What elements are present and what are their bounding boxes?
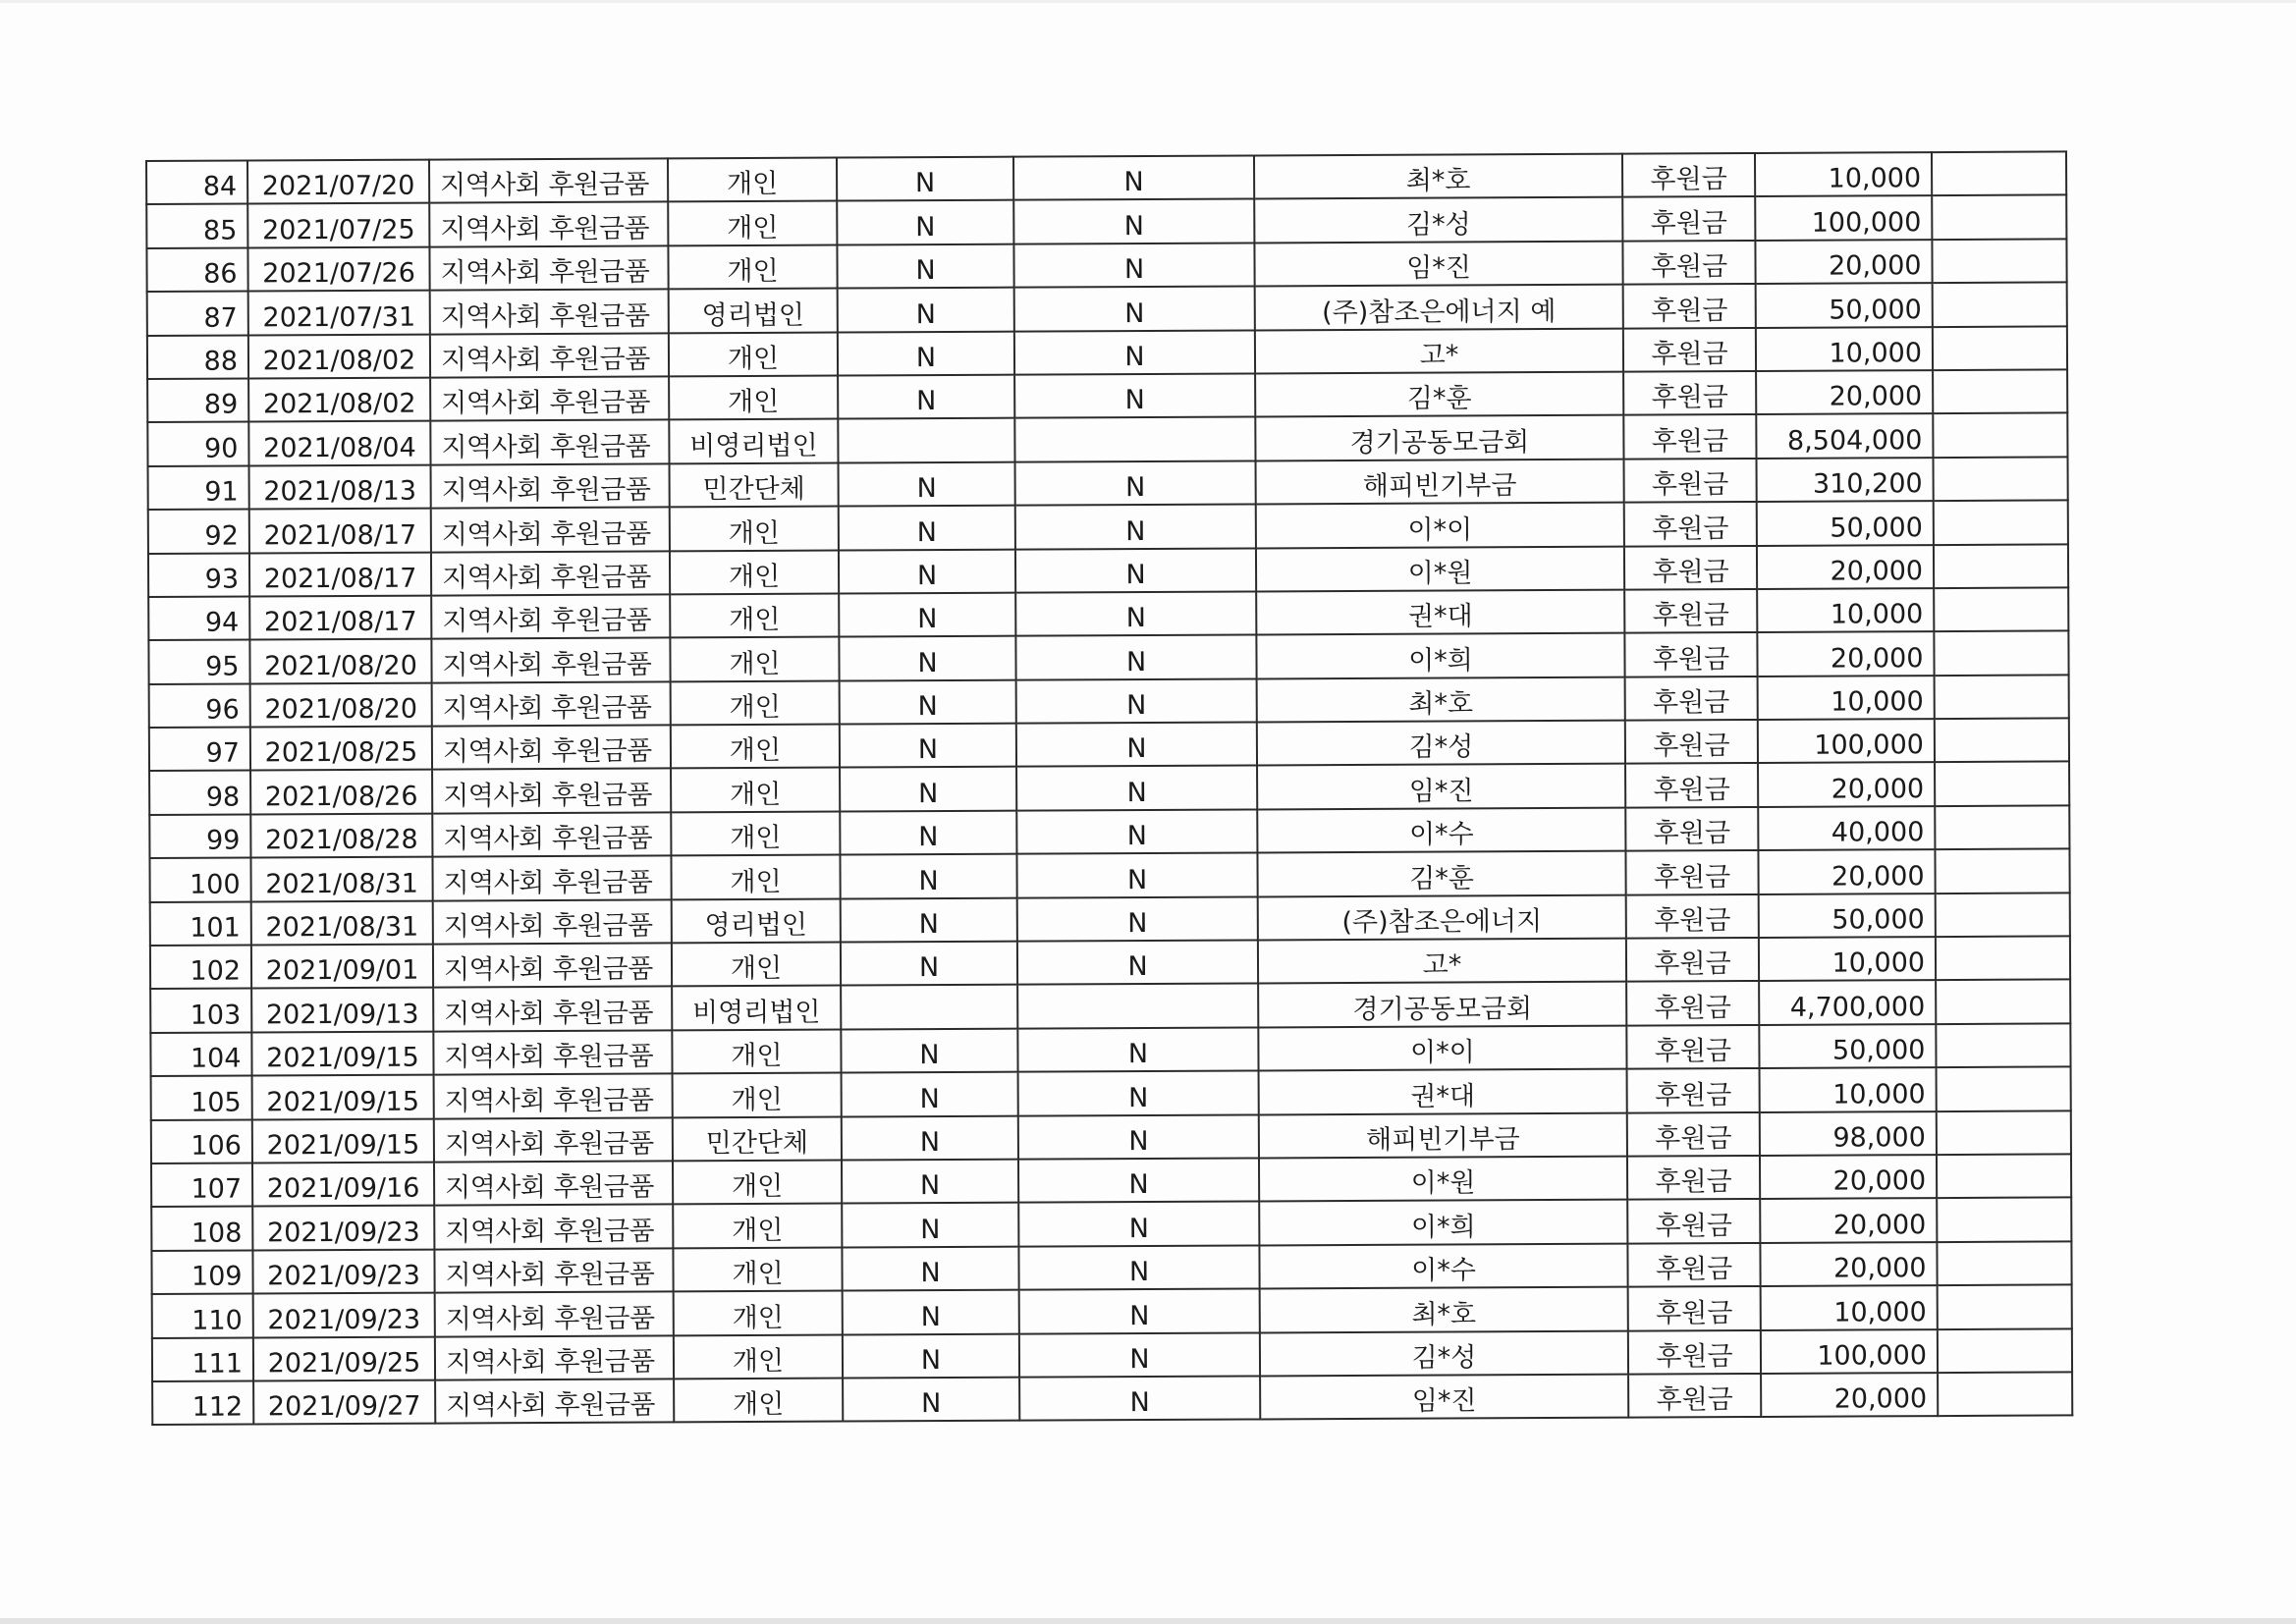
donation-kind: 후원금 xyxy=(1622,196,1755,241)
donation-amount: 10,000 xyxy=(1761,1285,1938,1329)
donation-amount: 50,000 xyxy=(1757,501,1934,545)
flag-cell-2: N xyxy=(1016,766,1257,811)
donation-amount: 10,000 xyxy=(1755,152,1932,196)
donation-date: 2021/08/02 xyxy=(248,334,430,378)
donor-type: 민간단체 xyxy=(670,462,839,507)
flag-cell-1: N xyxy=(842,1203,1018,1247)
donor-type: 민간단체 xyxy=(673,1116,842,1161)
row-number: 96 xyxy=(149,683,250,728)
donation-amount: 50,000 xyxy=(1756,283,1933,327)
donation-kind: 후원금 xyxy=(1627,1068,1760,1112)
donation-amount: 8,504,000 xyxy=(1756,413,1933,458)
donation-kind: 후원금 xyxy=(1627,1199,1760,1243)
empty-cell xyxy=(1937,1241,2071,1285)
donation-kind: 후원금 xyxy=(1625,850,1758,894)
flag-cell-1: N xyxy=(837,157,1013,201)
donation-category: 지역사회 후원금품 xyxy=(433,1030,672,1075)
donation-amount: 20,000 xyxy=(1760,1242,1937,1286)
donation-kind: 후원금 xyxy=(1625,807,1758,851)
empty-cell xyxy=(1932,239,2066,283)
donation-date: 2021/08/17 xyxy=(249,552,431,596)
donor-name: 김*성 xyxy=(1257,721,1625,766)
donor-type: 개인 xyxy=(670,507,839,551)
empty-cell xyxy=(1936,1023,2070,1067)
flag-cell-2: N xyxy=(1019,1332,1260,1378)
empty-cell xyxy=(1932,195,2066,240)
flag-cell-2: N xyxy=(1016,853,1257,898)
flag-cell-1: N xyxy=(841,942,1017,986)
empty-cell xyxy=(1937,1110,2071,1155)
row-number: 93 xyxy=(148,553,249,597)
donor-name: 임*진 xyxy=(1254,241,1622,286)
flag-cell-2: N xyxy=(1016,723,1257,768)
flag-cell-1: N xyxy=(843,1378,1019,1422)
donation-kind: 후원금 xyxy=(1627,1243,1760,1287)
donation-kind: 후원금 xyxy=(1624,546,1757,590)
flag-cell-2: N xyxy=(1015,460,1256,506)
donation-date: 2021/07/26 xyxy=(247,246,429,291)
donation-date: 2021/09/01 xyxy=(251,945,433,989)
empty-cell xyxy=(1934,631,2068,676)
empty-cell xyxy=(1935,762,2069,806)
empty-cell xyxy=(1937,1198,2071,1242)
donor-type: 개인 xyxy=(670,550,839,594)
donor-type: 개인 xyxy=(670,637,839,681)
ledger-body xyxy=(146,151,2072,1425)
donation-kind: 후원금 xyxy=(1628,1330,1761,1375)
flag-cell-1: N xyxy=(843,1290,1019,1334)
donor-name: 이*이 xyxy=(1256,503,1624,548)
donation-date: 2021/09/15 xyxy=(252,1118,434,1163)
donation-amount: 20,000 xyxy=(1760,1155,1937,1199)
empty-cell xyxy=(1933,283,2067,327)
scan-top-edge xyxy=(0,0,2296,3)
row-number: 85 xyxy=(146,204,247,248)
donor-name: 해피빈기부금 xyxy=(1256,459,1624,504)
donation-amount: 20,000 xyxy=(1757,631,1934,676)
scan-bottom-edge xyxy=(0,1618,2296,1624)
donation-amount: 10,000 xyxy=(1759,937,1936,981)
flag-cell-1: N xyxy=(839,593,1015,637)
donation-amount: 10,000 xyxy=(1760,1067,1937,1111)
flag-cell-1: N xyxy=(842,1072,1018,1116)
row-number: 87 xyxy=(147,292,248,336)
flag-cell-1: N xyxy=(839,636,1015,680)
flag-cell-2: N xyxy=(1018,1202,1259,1247)
donor-type: 영리법인 xyxy=(669,289,838,333)
donor-type: 개인 xyxy=(672,1029,841,1073)
flag-cell-2: N xyxy=(1017,896,1258,942)
donor-type: 비영리법인 xyxy=(669,419,838,463)
empty-cell xyxy=(1938,1285,2072,1329)
donation-date: 2021/09/16 xyxy=(252,1163,434,1207)
donation-kind: 후원금 xyxy=(1623,371,1756,415)
donation-kind: 후원금 xyxy=(1626,1025,1759,1069)
donor-name: 김*성 xyxy=(1254,197,1622,243)
empty-cell xyxy=(1934,501,2068,545)
flag-cell-2: N xyxy=(1014,330,1255,375)
donor-name: 김*훈 xyxy=(1257,851,1625,896)
donation-ledger-table xyxy=(145,150,2073,1426)
row-number: 99 xyxy=(149,814,250,858)
flag-cell-2: N xyxy=(1017,1027,1258,1072)
donation-amount: 20,000 xyxy=(1760,1198,1937,1242)
donation-date: 2021/08/25 xyxy=(250,727,432,771)
row-number: 100 xyxy=(149,858,250,902)
row-number: 109 xyxy=(151,1250,252,1294)
donation-date: 2021/09/23 xyxy=(252,1249,434,1293)
donation-date: 2021/09/15 xyxy=(251,1031,433,1075)
donor-name: 최*호 xyxy=(1257,677,1625,722)
donor-type: 개인 xyxy=(670,593,839,637)
donor-type: 개인 xyxy=(673,1204,842,1248)
donor-type: 개인 xyxy=(671,768,840,812)
row-number: 92 xyxy=(148,510,249,554)
donation-amount: 20,000 xyxy=(1761,1373,1938,1417)
flag-cell-2: N xyxy=(1015,591,1256,636)
flag-cell-1: N xyxy=(840,854,1016,898)
donation-category: 지역사회 후원금품 xyxy=(429,245,668,291)
donor-name: 고* xyxy=(1258,939,1626,984)
donor-name: 해피빈기부금 xyxy=(1259,1112,1627,1158)
row-number: 97 xyxy=(149,728,250,772)
row-number: 111 xyxy=(152,1337,253,1381)
donation-kind: 후원금 xyxy=(1624,459,1757,503)
empty-cell xyxy=(1934,544,2068,588)
donation-amount: 50,000 xyxy=(1759,1024,1936,1068)
donation-date: 2021/08/26 xyxy=(250,770,432,814)
donor-type: 개인 xyxy=(671,725,840,769)
donation-category: 지역사회 후원금품 xyxy=(432,769,671,814)
empty-cell xyxy=(1936,893,2070,937)
donation-kind: 후원금 xyxy=(1623,414,1756,459)
empty-cell xyxy=(1933,369,2067,413)
donation-amount: 98,000 xyxy=(1760,1111,1937,1156)
flag-cell-2: N xyxy=(1018,1158,1259,1203)
donor-type: 개인 xyxy=(668,244,837,289)
donation-kind: 후원금 xyxy=(1628,1374,1761,1418)
donation-category: 지역사회 후원금품 xyxy=(431,508,670,553)
flag-cell-1: N xyxy=(840,811,1016,855)
donation-kind: 후원금 xyxy=(1625,763,1758,807)
donation-category: 지역사회 후원금품 xyxy=(429,158,668,203)
donation-category: 지역사회 후원금품 xyxy=(432,725,671,770)
donation-kind: 후원금 xyxy=(1623,284,1756,328)
row-number: 94 xyxy=(148,596,249,640)
donation-amount: 10,000 xyxy=(1757,588,1934,632)
row-number: 84 xyxy=(146,160,247,204)
donation-kind: 후원금 xyxy=(1624,589,1757,633)
donation-amount: 20,000 xyxy=(1758,849,1935,893)
donor-type: 개인 xyxy=(668,158,837,202)
donation-category: 지역사회 후원금품 xyxy=(429,202,668,247)
donor-name: 김*훈 xyxy=(1255,372,1623,417)
donor-name: 이*이 xyxy=(1258,1025,1626,1070)
donation-category: 지역사회 후원금품 xyxy=(431,638,670,683)
empty-cell xyxy=(1938,1328,2072,1373)
donation-amount: 100,000 xyxy=(1761,1329,1938,1374)
donation-kind: 후원금 xyxy=(1626,938,1759,982)
donation-amount: 4,700,000 xyxy=(1759,981,1936,1025)
donation-date: 2021/09/23 xyxy=(253,1293,435,1337)
donor-type: 개인 xyxy=(669,376,838,420)
donor-name: 임*진 xyxy=(1257,764,1625,809)
donation-date: 2021/08/31 xyxy=(251,900,433,945)
row-number: 105 xyxy=(151,1076,252,1120)
donation-date: 2021/07/20 xyxy=(247,160,429,204)
donation-amount: 40,000 xyxy=(1758,806,1935,850)
donation-category: 지역사회 후원금품 xyxy=(430,420,669,465)
donation-amount: 100,000 xyxy=(1758,719,1935,763)
flag-cell-2: N xyxy=(1013,155,1254,200)
donor-type: 개인 xyxy=(673,1073,842,1117)
donor-type: 개인 xyxy=(673,1161,842,1205)
donor-type: 개인 xyxy=(671,855,840,899)
empty-cell xyxy=(1936,936,2070,980)
donation-category: 지역사회 후원금품 xyxy=(435,1379,674,1424)
donor-name: 경기공동모금회 xyxy=(1258,982,1626,1027)
row-number: 103 xyxy=(150,989,251,1033)
donation-date: 2021/07/25 xyxy=(247,203,429,247)
empty-cell xyxy=(1932,151,2066,195)
donation-kind: 후원금 xyxy=(1626,894,1759,939)
flag-cell-2: N xyxy=(1014,373,1255,418)
row-number: 102 xyxy=(150,946,251,990)
donor-name: 권*대 xyxy=(1256,590,1624,635)
donation-category: 지역사회 후원금품 xyxy=(433,943,672,988)
flag-cell-2: N xyxy=(1015,548,1256,593)
empty-cell xyxy=(1935,849,2069,893)
donor-name: 이*수 xyxy=(1257,808,1625,853)
donation-kind: 후원금 xyxy=(1624,502,1757,546)
donation-date: 2021/09/27 xyxy=(253,1380,435,1425)
donor-name: 최*호 xyxy=(1254,154,1622,199)
flag-cell-1: N xyxy=(841,1028,1017,1072)
row-number: 91 xyxy=(148,465,249,510)
flag-cell-2: N xyxy=(1018,1245,1259,1290)
flag-cell-2: N xyxy=(1013,243,1254,288)
donor-type: 개인 xyxy=(669,332,838,376)
donation-category: 지역사회 후원금품 xyxy=(432,812,671,857)
donor-name: 이*수 xyxy=(1259,1243,1627,1288)
donation-category: 지역사회 후원금품 xyxy=(432,681,671,727)
donation-amount: 310,200 xyxy=(1757,458,1934,502)
row-number: 90 xyxy=(147,422,248,466)
donation-category: 지역사회 후원금품 xyxy=(434,1205,673,1250)
donation-kind: 후원금 xyxy=(1622,241,1755,285)
flag-cell-1: N xyxy=(838,375,1014,419)
empty-cell xyxy=(1936,980,2070,1024)
donor-type: 개인 xyxy=(673,1247,842,1291)
donation-category: 지역사회 후원금품 xyxy=(431,463,670,509)
donor-type: 개인 xyxy=(668,201,837,245)
row-number: 89 xyxy=(147,378,248,422)
row-number: 107 xyxy=(151,1163,252,1207)
donation-category: 지역사회 후원금품 xyxy=(434,1248,673,1293)
empty-cell xyxy=(1935,719,2069,763)
donor-name: 임*진 xyxy=(1260,1375,1628,1420)
flag-cell-1: N xyxy=(837,200,1013,244)
donation-amount: 10,000 xyxy=(1756,327,1933,371)
donation-category: 지역사회 후원금품 xyxy=(430,333,669,378)
empty-cell xyxy=(1935,675,2069,719)
flag-cell-1: N xyxy=(839,461,1015,506)
flag-cell-1: N xyxy=(837,244,1013,288)
donation-category: 지역사회 후원금품 xyxy=(430,376,669,421)
empty-cell xyxy=(1938,1372,2072,1416)
flag-cell-1: N xyxy=(839,549,1015,593)
donor-name: 이*희 xyxy=(1259,1200,1627,1245)
flag-cell-2: N xyxy=(1016,809,1257,854)
donation-date: 2021/08/28 xyxy=(250,813,432,857)
donor-type: 개인 xyxy=(674,1334,843,1379)
donation-date: 2021/08/17 xyxy=(249,509,431,553)
donation-date: 2021/09/25 xyxy=(253,1336,435,1380)
empty-cell xyxy=(1937,1067,2071,1111)
donor-type: 개인 xyxy=(672,943,841,987)
donation-amount: 20,000 xyxy=(1757,545,1934,589)
donation-date: 2021/08/02 xyxy=(248,378,430,422)
donation-ledger-wrapper xyxy=(145,150,2073,1426)
row-number: 108 xyxy=(151,1207,252,1251)
flag-cell-1 xyxy=(841,985,1017,1029)
flag-cell-1: N xyxy=(842,1246,1018,1290)
donation-amount: 20,000 xyxy=(1756,370,1933,414)
flag-cell-1: N xyxy=(840,679,1016,724)
donation-kind: 후원금 xyxy=(1625,677,1758,721)
flag-cell-2: N xyxy=(1019,1289,1260,1334)
flag-cell-1: N xyxy=(842,1115,1018,1160)
donation-kind: 후원금 xyxy=(1623,328,1756,372)
donation-kind: 후원금 xyxy=(1624,632,1757,677)
donation-category: 지역사회 후원금품 xyxy=(433,987,672,1032)
row-number: 106 xyxy=(151,1119,252,1164)
donation-date: 2021/09/15 xyxy=(252,1075,434,1119)
flag-cell-1: N xyxy=(842,1160,1018,1204)
donation-amount: 20,000 xyxy=(1758,763,1935,807)
donor-name: 이*희 xyxy=(1256,633,1624,678)
donation-kind: 후원금 xyxy=(1627,1112,1760,1157)
flag-cell-2: N xyxy=(1014,287,1255,332)
donation-amount: 20,000 xyxy=(1755,240,1932,284)
donor-name: (주)참조은에너지 예 xyxy=(1255,285,1623,330)
flag-cell-1: N xyxy=(840,767,1016,811)
donation-kind: 후원금 xyxy=(1625,720,1758,764)
flag-cell-1 xyxy=(838,418,1014,462)
donation-category: 지역사회 후원금품 xyxy=(433,899,672,945)
flag-cell-2: N xyxy=(1015,505,1256,550)
empty-cell xyxy=(1934,457,2068,501)
donor-type: 개인 xyxy=(674,1291,843,1335)
donation-category: 지역사회 후원금품 xyxy=(435,1292,674,1337)
flag-cell-2: N xyxy=(1017,941,1258,986)
donor-type: 비영리법인 xyxy=(672,986,841,1030)
donor-name: 경기공동모금회 xyxy=(1255,415,1623,460)
donation-category: 지역사회 후원금품 xyxy=(431,594,670,639)
donation-category: 지역사회 후원금품 xyxy=(434,1161,673,1206)
row-number: 95 xyxy=(148,640,249,684)
donation-amount: 100,000 xyxy=(1755,196,1932,241)
row-number: 110 xyxy=(152,1294,253,1338)
row-number: 101 xyxy=(150,901,251,946)
donor-type: 영리법인 xyxy=(672,898,841,943)
donation-date: 2021/08/04 xyxy=(248,421,430,465)
donor-name: 권*대 xyxy=(1259,1069,1627,1114)
flag-cell-2: N xyxy=(1016,678,1257,724)
donation-kind: 후원금 xyxy=(1627,1156,1760,1200)
donation-amount: 10,000 xyxy=(1758,676,1935,720)
flag-cell-2: N xyxy=(1015,635,1256,680)
flag-cell-1: N xyxy=(838,331,1014,375)
empty-cell xyxy=(1935,805,2069,849)
donor-name: 고* xyxy=(1255,328,1623,373)
donation-category: 지역사회 후원금품 xyxy=(432,856,671,901)
donor-type: 개인 xyxy=(671,811,840,855)
donation-date: 2021/08/20 xyxy=(250,682,432,727)
donation-category: 지역사회 후원금품 xyxy=(430,290,669,335)
donation-category: 지역사회 후원금품 xyxy=(434,1074,673,1119)
donation-kind: 후원금 xyxy=(1628,1286,1761,1330)
row-number: 112 xyxy=(152,1380,253,1425)
donation-date: 2021/08/20 xyxy=(249,639,431,683)
donation-amount: 50,000 xyxy=(1759,893,1936,938)
flag-cell-2: N xyxy=(1019,1376,1260,1421)
empty-cell xyxy=(1934,587,2068,631)
flag-cell-2 xyxy=(1014,417,1255,462)
donation-category: 지역사회 후원금품 xyxy=(431,551,670,596)
flag-cell-1: N xyxy=(841,897,1017,942)
donation-category: 지역사회 후원금품 xyxy=(435,1335,674,1380)
flag-cell-1: N xyxy=(843,1333,1019,1378)
flag-cell-2 xyxy=(1017,984,1258,1029)
donation-kind: 후원금 xyxy=(1626,981,1759,1025)
donation-date: 2021/08/31 xyxy=(250,857,432,901)
donation-date: 2021/08/17 xyxy=(249,595,431,639)
flag-cell-2: N xyxy=(1018,1114,1259,1160)
flag-cell-1: N xyxy=(838,288,1014,332)
row-number: 88 xyxy=(147,335,248,379)
row-number: 98 xyxy=(149,771,250,815)
flag-cell-2: N xyxy=(1018,1071,1259,1116)
donor-name: 김*성 xyxy=(1260,1330,1628,1376)
donor-name: 이*원 xyxy=(1259,1157,1627,1202)
donation-date: 2021/07/31 xyxy=(248,291,430,335)
donor-name: (주)참조은에너지 xyxy=(1258,894,1626,940)
donation-date: 2021/08/13 xyxy=(249,464,431,509)
row-number: 104 xyxy=(150,1032,251,1076)
flag-cell-1: N xyxy=(839,506,1015,550)
donation-date: 2021/09/23 xyxy=(252,1206,434,1250)
flag-cell-2: N xyxy=(1013,199,1254,244)
donor-name: 이*원 xyxy=(1256,546,1624,591)
empty-cell xyxy=(1933,413,2067,458)
donation-category: 지역사회 후원금품 xyxy=(434,1117,673,1163)
donor-name: 최*호 xyxy=(1260,1287,1628,1332)
donation-date: 2021/09/13 xyxy=(251,988,433,1032)
donor-type: 개인 xyxy=(674,1378,843,1422)
donor-type: 개인 xyxy=(671,680,840,725)
row-number: 86 xyxy=(146,247,247,292)
empty-cell xyxy=(1937,1154,2071,1198)
table-row xyxy=(152,1372,2072,1425)
donation-kind: 후원금 xyxy=(1622,153,1755,197)
empty-cell xyxy=(1933,326,2067,370)
flag-cell-1: N xyxy=(840,724,1016,768)
